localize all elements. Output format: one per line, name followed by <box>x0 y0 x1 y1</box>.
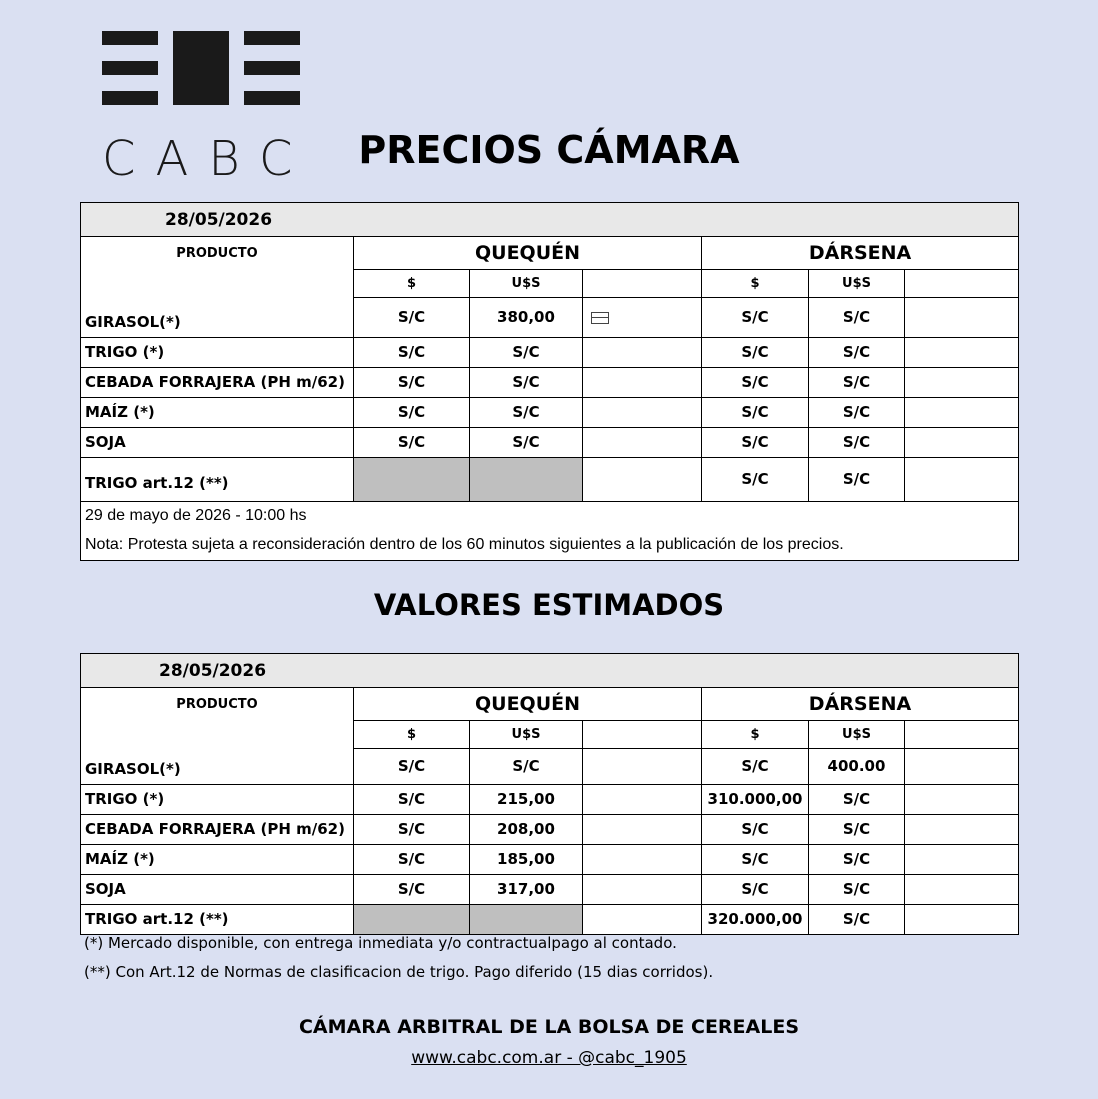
price-cell: S/C <box>702 749 809 785</box>
table-row <box>81 844 1019 874</box>
quequen-header: QUEQUÉN <box>354 237 702 270</box>
organization-name: CÁMARA ARBITRAL DE LA BOLSA DE CEREALES <box>298 1016 800 1038</box>
website-link[interactable]: www.cabc.com.ar - @cabc_1905 <box>411 1048 687 1068</box>
product-header: PRODUCTO <box>81 237 354 270</box>
comment-icon <box>591 312 609 324</box>
price-cell: S/C <box>470 397 583 427</box>
table-row <box>81 784 1019 814</box>
table-date: 28/05/2026 <box>81 654 1019 688</box>
price-cell: S/C <box>354 749 470 785</box>
darsena-header: DÁRSENA <box>702 688 1019 721</box>
price-cell: S/C <box>702 427 809 457</box>
price-cell: S/C <box>702 874 809 904</box>
price-cell: S/C <box>809 397 905 427</box>
valores-estimados-table <box>80 653 1019 935</box>
price-cell: S/C <box>354 397 470 427</box>
currency-peso-header: $ <box>354 721 470 749</box>
table-row <box>81 874 1019 904</box>
price-cell: S/C <box>354 844 470 874</box>
price-cell: S/C <box>809 337 905 367</box>
currency-usd-header: U$S <box>809 721 905 749</box>
price-cell: S/C <box>702 337 809 367</box>
price-cell: S/C <box>470 427 583 457</box>
protest-note: Nota: Protesta sujeta a reconsideración dentro de los 60 minutos siguientes a la publicación de los precios. <box>81 531 1019 561</box>
publication-timestamp: 29 de mayo de 2026 - 10:00 hs <box>81 501 1019 531</box>
currency-usd-header: U$S <box>470 721 583 749</box>
page-title: PRECIOS CÁMARA <box>358 128 740 172</box>
footnote-art12: (**) Con Art.12 de Normas de clasificacion de trigo. Pago diferido (15 dias corridos). <box>84 963 714 981</box>
price-cell: 400.00 <box>809 749 905 785</box>
price-cell: S/C <box>470 367 583 397</box>
precios-camara-table <box>80 202 1019 561</box>
price-cell: S/C <box>354 874 470 904</box>
product-name: MAÍZ (*) <box>81 397 354 427</box>
price-cell: 310.000,00 <box>702 784 809 814</box>
product-name: CEBADA FORRAJERA (PH m/62) <box>81 814 354 844</box>
currency-usd-header: U$S <box>809 270 905 298</box>
table-row <box>81 814 1019 844</box>
darsena-header: DÁRSENA <box>702 237 1019 270</box>
price-cell: S/C <box>809 874 905 904</box>
table-row <box>81 298 1019 338</box>
price-cell: S/C <box>702 814 809 844</box>
price-cell: S/C <box>702 457 809 501</box>
price-cell: S/C <box>354 337 470 367</box>
product-name: TRIGO (*) <box>81 337 354 367</box>
price-cell: S/C <box>809 298 905 338</box>
product-name: SOJA <box>81 874 354 904</box>
table-row <box>81 749 1019 785</box>
product-name: SOJA <box>81 427 354 457</box>
price-cell: S/C <box>354 298 470 338</box>
quequen-header: QUEQUÉN <box>354 688 702 721</box>
price-cell: S/C <box>809 904 905 934</box>
table-row <box>81 427 1019 457</box>
product-name: GIRASOL(*) <box>81 298 354 338</box>
price-cell: S/C <box>809 814 905 844</box>
price-cell: 317,00 <box>470 874 583 904</box>
price-cell: S/C <box>354 814 470 844</box>
product-name: TRIGO (*) <box>81 784 354 814</box>
product-header: PRODUCTO <box>81 688 354 721</box>
table-date: 28/05/2026 <box>81 203 1019 237</box>
price-cell: S/C <box>702 298 809 338</box>
blocked-cell <box>470 457 583 501</box>
product-name: TRIGO art.12 (**) <box>81 457 354 501</box>
price-cell: S/C <box>702 844 809 874</box>
blocked-cell <box>470 904 583 934</box>
price-cell: S/C <box>702 367 809 397</box>
price-cell: 380,00 <box>470 298 583 338</box>
product-name: TRIGO art.12 (**) <box>81 904 354 934</box>
blocked-cell <box>354 904 470 934</box>
price-cell: S/C <box>354 784 470 814</box>
price-cell: S/C <box>702 397 809 427</box>
product-name: CEBADA FORRAJERA (PH m/62) <box>81 367 354 397</box>
table-row <box>81 397 1019 427</box>
section-title: VALORES ESTIMADOS <box>373 588 725 622</box>
table-row <box>81 367 1019 397</box>
logo-text: CABC <box>102 131 313 187</box>
price-cell: S/C <box>809 784 905 814</box>
price-cell: 208,00 <box>470 814 583 844</box>
product-name: MAÍZ (*) <box>81 844 354 874</box>
price-cell: S/C <box>809 427 905 457</box>
currency-peso-header: $ <box>354 270 470 298</box>
table-row <box>81 904 1019 934</box>
price-cell: 215,00 <box>470 784 583 814</box>
price-cell: S/C <box>809 844 905 874</box>
table-row <box>81 337 1019 367</box>
price-cell: 320.000,00 <box>702 904 809 934</box>
footnote-market: (*) Mercado disponible, con entrega inmediata y/o contractualpago al contado. <box>84 934 677 952</box>
currency-peso-header: $ <box>702 721 809 749</box>
table-row <box>81 457 1019 501</box>
currency-peso-header: $ <box>702 270 809 298</box>
price-cell: S/C <box>809 367 905 397</box>
product-name: GIRASOL(*) <box>81 749 354 785</box>
price-cell: S/C <box>809 457 905 501</box>
price-cell: S/C <box>354 427 470 457</box>
price-cell: S/C <box>470 749 583 785</box>
price-cell: 185,00 <box>470 844 583 874</box>
price-cell: S/C <box>470 337 583 367</box>
website-link-wrap <box>0 1048 1098 1068</box>
blocked-cell <box>354 457 470 501</box>
price-cell: S/C <box>354 367 470 397</box>
currency-usd-header: U$S <box>470 270 583 298</box>
